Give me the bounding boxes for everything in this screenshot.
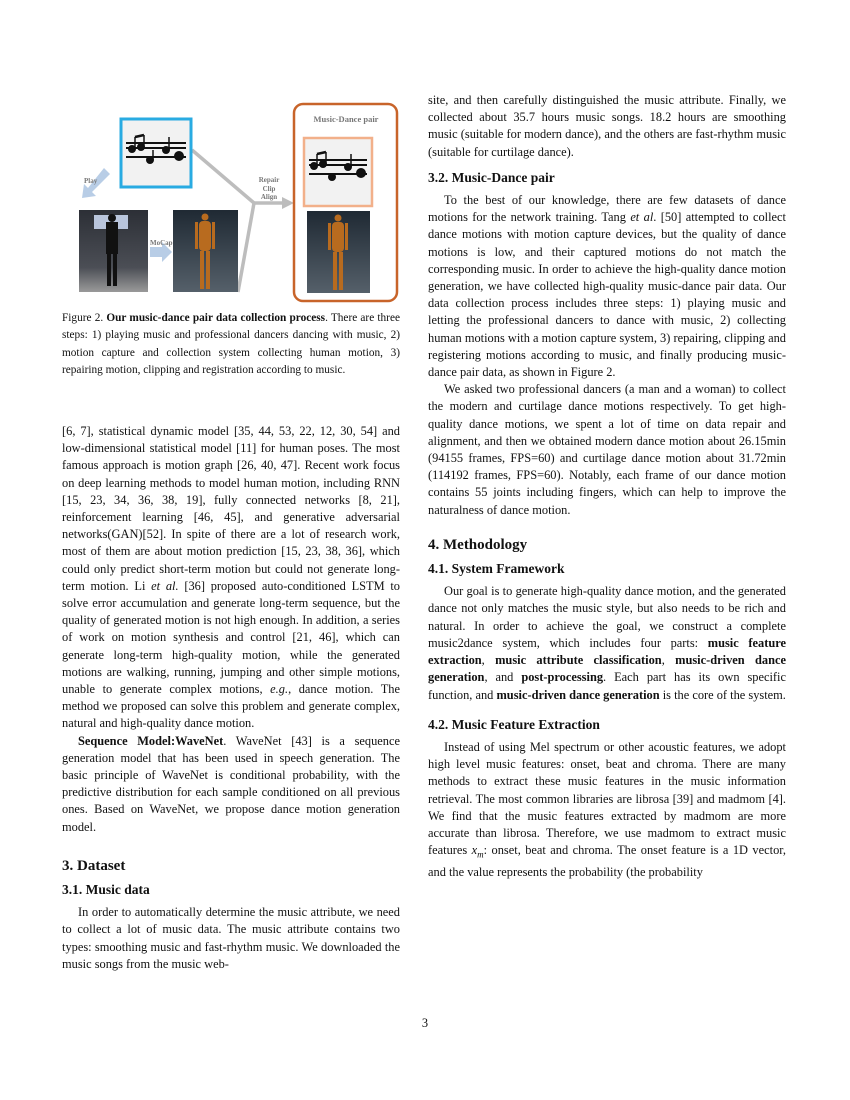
page-number: 3 — [421, 1016, 429, 1030]
paragraph — [428, 381, 786, 519]
paragraph — [428, 583, 786, 703]
bold-text: post-processing — [521, 670, 604, 685]
italic-text: x — [471, 843, 478, 858]
subsection-heading: 4.2. Music Feature Extraction — [428, 716, 600, 732]
text-run: In order to automatically determine the music attribute, we need to collect a lot of music data. The music attribute contains two types: smoothing music and fast-rhythm music. We downloaded the music songs from the music web- — [62, 905, 400, 971]
align-label: Align — [260, 193, 278, 201]
text-run: . WaveNet [43] is a sequence generation model that has been used in speech generation. The basic principle of WaveNet is conditional probability, with the predictive distribution for each sample conditioned on all previous ones. Based on WaveNet, we propose dance motion generation model. — [62, 733, 400, 834]
section-heading: 3. Dataset — [62, 857, 126, 874]
italic-text: e.g. — [270, 682, 289, 697]
text-run: . Each part has its own specific function, and — [428, 670, 786, 702]
bold-text: Sequence Model:WaveNet — [78, 733, 224, 748]
text-run: Our goal is to generate high-quality dance motion, and the generated dance not only matches the music style, but also needs to be rich and natural. In order to achieve the goal, we construct a complete music2dance system, which includes four parts: — [428, 584, 786, 650]
text-run: site, and then carefully distinguished the music attribute. Finally, we collected about 35.7 hours music songs. 18.2 hours are smoothing music (suitable for modern dance), and the others are fast-rhythm music (suitable for curtilage dance). — [428, 93, 786, 159]
text-run: , — [661, 653, 676, 668]
paragraph — [428, 92, 786, 161]
subsection-heading: 4.1. System Framework — [428, 561, 565, 577]
bold-text: Our music-dance pair data collection process — [106, 312, 326, 324]
process-label — [254, 176, 284, 202]
text-run: [6, 7], statistical dynamic model [35, 44, 53, 22, 12, 30, 54] and low-dimensional statistical model [11] for human poses. The most famous approach is motion graph [26, 40, 47]. Recent work focus on deep learning methods to model human motion, including RNN [15, 23, 34, 36, 38, 19], fully connected networks [8, 21], reinforcement learning [46, 45], and generative adversarial networks(GAN)[52]. In spite of there are a lot of research work, most of them are about motion prediction [15, 23, 38, 36], which could only predict short-term motion but could not generate long-term motion. Li — [62, 424, 400, 593]
text-run: , and — [484, 670, 522, 685]
bold-text: music attribute classification — [495, 653, 662, 668]
paragraph — [62, 733, 400, 836]
text-run: To the best of our knowledge, there are few datasets of dance motions for the network training. Tang — [428, 193, 786, 225]
play-label: Play — [84, 177, 98, 185]
paragraph — [428, 192, 786, 381]
subsection-heading: 3.2. Music-Dance pair — [428, 169, 555, 185]
left-column — [62, 423, 400, 973]
clip-label: Clip — [262, 184, 276, 193]
italic-text: et al — [630, 210, 654, 225]
right-column — [428, 92, 786, 881]
italic-text: et al. — [151, 578, 179, 593]
section-heading: 4. Methodology — [428, 536, 528, 553]
text-run: m — [477, 849, 484, 860]
text-run: . There are three steps: 1) playing music and professional dancers dancing with music, 2) motion capture and collection system collecting human motion, 3) repairing motion, clipping and registration according to music. — [62, 312, 400, 377]
paragraph — [62, 423, 400, 733]
text-run: , — [481, 653, 496, 668]
text-run: Instead of using Mel spectrum or other acoustic features, we adopt high level music features: onset, beat and chroma. There are many methods to extract these music features in the music information retrieval. The most common libraries are librosa [39] and madmom [4]. We find that the music features extracted by madmom are more accurate than librosa. Therefore, we use madmom to extract music features — [428, 739, 786, 858]
bold-text: music feature extraction — [428, 635, 786, 668]
text-run: We asked two professional dancers (a man and a woman) to collect the modern and curtilage dance motions respectively. To get high-quality dance motions, we spent a lot of time on data repair and alignment, and then we obtained modern dance motion about 26.15min (94155 frames, FPS=60) and curtilage dance motion about 31.72min (114192 frames, FPS=60). Notably, each frame of our dance motion contains 55 joints including fingers, which can help to improve the naturalness of dance motion. — [428, 382, 786, 517]
figure-2 — [62, 100, 402, 305]
subsection-heading: 3.1. Music data — [62, 882, 150, 898]
pair-title: Music-Dance pair — [313, 114, 379, 124]
paragraph — [62, 904, 400, 973]
text-run: is the core of the system. — [659, 687, 786, 702]
text-run: , dance motion. The method we proposed can solve this problem and generate complex, natural and high-quality dance motion. — [62, 682, 401, 731]
bold-text: music-driven dance generation — [428, 653, 786, 685]
text-run: [36] proposed auto-conditioned LSTM to solve error accumulation and generate long-term sequence, but the quality of generated motion is not high enough. In addition, a series of work on motion synthesis and control [21, 46], which can generate long-term high-quality motion, while the generated motions are walking, running, jumping and other simple motions, unable to generate complex motions, — [62, 578, 400, 697]
repair-label: Repair — [258, 176, 280, 184]
paragraph — [428, 739, 786, 881]
text-run: : onset, beat and chroma. The onset feature is a 1D vector, and the value represents the probability (the probability — [428, 843, 786, 879]
text-run: Figure 2. — [62, 312, 107, 324]
bold-text: music-driven dance generation — [496, 687, 660, 702]
figure-caption — [62, 310, 400, 380]
mocap-label: MoCap — [150, 239, 173, 247]
text-run: . [50] attempted to collect dance motions with motion capture devices, but the quality of dance motions is low, and their captured motions do not match the corresponding music. In order to achieve the high-quality dance motion generation, we have collected high-quality music-dance pair data. Our data collection process includes three steps: 1) playing music and letting the professional dancers to dance with music, 2) collecting human motions with a motion capture system, 3) repairing, clipping and registering motions according to music, and finally producing music-dance pair data, as shown in Figure 2. — [428, 210, 786, 380]
figure-diagram — [62, 100, 402, 305]
